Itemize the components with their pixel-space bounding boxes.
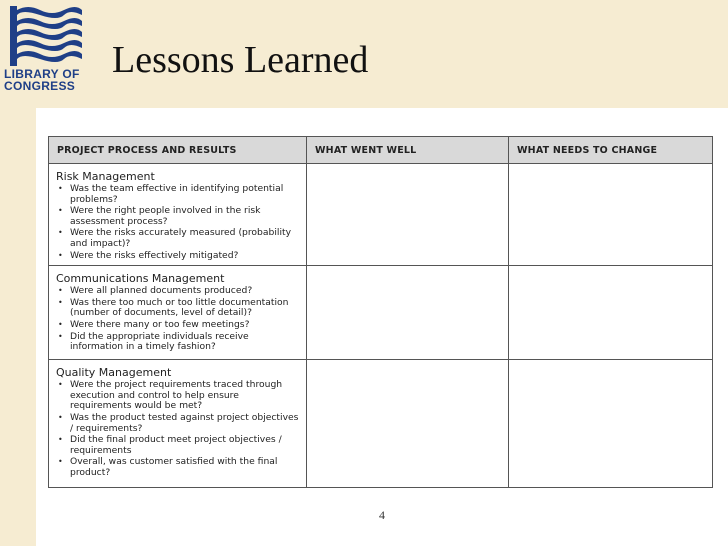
list-item: • Was there too much or too little documentation (number of documents, level of detail)?: [56, 298, 300, 319]
table-row: [49, 164, 713, 266]
page-title: Lessons Learned: [112, 39, 369, 81]
section-title: Communications Management: [56, 272, 225, 286]
list-item: • Overall, was customer satisfied with the final product?: [56, 457, 300, 478]
question-list: [56, 184, 300, 261]
section-title: Quality Management: [56, 366, 172, 380]
lessons-table: [48, 136, 713, 488]
went-well-cell[interactable]: [307, 266, 509, 360]
header-process: PROJECT PROCESS AND RESULTS: [49, 137, 307, 164]
content-sheet: [36, 108, 728, 546]
list-item: • Were there many or too few meetings?: [56, 320, 300, 331]
header-went-well: WHAT WENT WELL: [307, 137, 509, 164]
went-well-cell[interactable]: [307, 360, 509, 488]
list-item: • Did the appropriate individuals receive information in a timely fashion?: [56, 332, 300, 353]
table-row: [49, 266, 713, 360]
logo-line-1: LIBRARY OF: [4, 67, 80, 81]
book-waves-icon: [8, 6, 82, 66]
header-needs-change: WHAT NEEDS TO CHANGE: [509, 137, 713, 164]
list-item: • Were the project requirements traced through execution and control to help ensure requirements would be met?: [56, 380, 300, 412]
list-item: • Was the team effective in identifying potential problems?: [56, 184, 300, 205]
process-cell: [49, 164, 307, 266]
process-cell: [49, 360, 307, 488]
needs-change-cell[interactable]: [509, 266, 713, 360]
question-list: [56, 380, 300, 478]
section-title: Risk Management: [56, 170, 155, 183]
list-item: • Did the final product meet project objectives / requirements: [56, 435, 300, 456]
went-well-cell[interactable]: [307, 164, 509, 266]
list-item: • Was the product tested against project objectives / requirements?: [56, 413, 300, 434]
needs-change-cell[interactable]: [509, 360, 713, 488]
list-item: • Were the right people involved in the risk assessment process?: [56, 206, 300, 227]
question-list: [56, 286, 300, 353]
table-row: [49, 360, 713, 488]
list-item: • Were the risks effectively mitigated?: [56, 251, 300, 262]
list-item: • Were all planned documents produced?: [56, 286, 300, 297]
process-cell: [49, 266, 307, 360]
list-item: • Were the risks accurately measured (probability and impact)?: [56, 228, 300, 249]
needs-change-cell[interactable]: [509, 164, 713, 266]
logo-text: [4, 68, 88, 92]
page-number: 4: [379, 508, 385, 522]
logo-line-2: CONGRESS: [4, 79, 76, 93]
table-header-row: [49, 137, 713, 164]
